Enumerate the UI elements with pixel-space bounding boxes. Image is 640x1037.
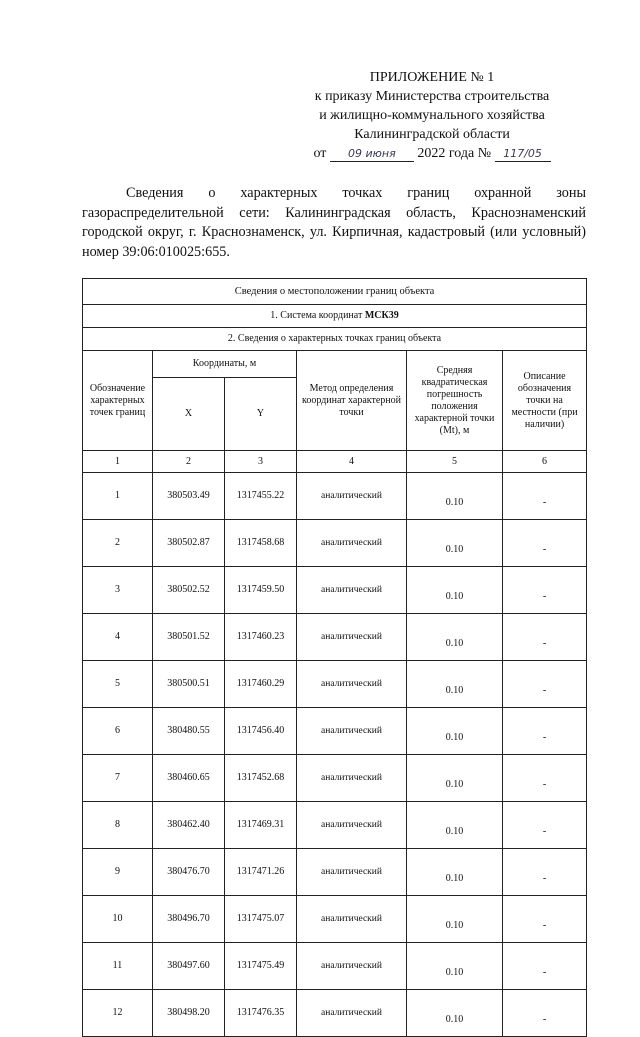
column-number: 4 bbox=[297, 451, 407, 473]
header-mt: Средняя квадратическая погрешность положения характерной точки (Mt), м bbox=[407, 351, 503, 451]
x-coordinate-cell: 380502.52 bbox=[153, 567, 225, 614]
point-number-cell: 7 bbox=[83, 755, 153, 802]
x-coordinate-cell: 380500.51 bbox=[153, 661, 225, 708]
point-number-cell: 4 bbox=[83, 614, 153, 661]
intro-text: Сведения о характерных точках границ охранной зоны газораспределительной сети: Калининградская область, Краснознаменский городской округ, г. Краснознаменск, ул. Кирпичная, кадастровый (или условный) номер 39:06:010025:655. bbox=[82, 185, 586, 260]
mt-cell: 0.10 bbox=[407, 849, 503, 896]
y-coordinate-cell: 1317452.68 bbox=[225, 755, 297, 802]
description-cell: - bbox=[503, 567, 587, 614]
section-2-title: 2. Сведения о характерных точках границ объекта bbox=[83, 328, 587, 351]
coordinate-system-prefix: 1. Система координат bbox=[270, 310, 363, 321]
point-number-cell: 5 bbox=[83, 661, 153, 708]
table-row bbox=[83, 567, 587, 614]
point-number-cell: 2 bbox=[83, 520, 153, 567]
handwritten-order-number: 117/05 bbox=[495, 147, 551, 162]
method-cell: аналитический bbox=[297, 473, 407, 520]
header-y: Y bbox=[225, 378, 297, 451]
y-coordinate-cell: 1317469.31 bbox=[225, 802, 297, 849]
y-coordinate-cell: 1317460.23 bbox=[225, 614, 297, 661]
mt-cell: 0.10 bbox=[407, 755, 503, 802]
description-cell: - bbox=[503, 473, 587, 520]
mt-cell: 0.10 bbox=[407, 708, 503, 755]
table-row bbox=[83, 661, 587, 708]
order-date-line bbox=[296, 144, 568, 163]
column-number: 3 bbox=[225, 451, 297, 473]
method-cell: аналитический bbox=[297, 990, 407, 1037]
point-number-cell: 9 bbox=[83, 849, 153, 896]
y-coordinate-cell: 1317458.68 bbox=[225, 520, 297, 567]
mt-cell: 0.10 bbox=[407, 802, 503, 849]
table-row bbox=[83, 943, 587, 990]
y-coordinate-cell: 1317475.49 bbox=[225, 943, 297, 990]
method-cell: аналитический bbox=[297, 802, 407, 849]
annex-heading bbox=[296, 68, 568, 163]
header-row-1 bbox=[83, 351, 587, 378]
description-cell: - bbox=[503, 990, 587, 1037]
coordinate-system-cell bbox=[83, 305, 587, 328]
x-coordinate-cell: 380480.55 bbox=[153, 708, 225, 755]
description-cell: - bbox=[503, 755, 587, 802]
y-coordinate-cell: 1317475.07 bbox=[225, 896, 297, 943]
method-cell: аналитический bbox=[297, 755, 407, 802]
table-row bbox=[83, 896, 587, 943]
table-row bbox=[83, 708, 587, 755]
description-cell: - bbox=[503, 896, 587, 943]
handwritten-date: 09 июня bbox=[330, 147, 414, 162]
table-row bbox=[83, 990, 587, 1037]
order-line-2: и жилищно-коммунального хозяйства bbox=[319, 108, 545, 123]
y-coordinate-cell: 1317456.40 bbox=[225, 708, 297, 755]
mt-cell: 0.10 bbox=[407, 520, 503, 567]
header-coordinates: Координаты, м bbox=[153, 351, 297, 378]
mt-cell: 0.10 bbox=[407, 614, 503, 661]
mt-cell: 0.10 bbox=[407, 896, 503, 943]
mt-cell: 0.10 bbox=[407, 567, 503, 614]
x-coordinate-cell: 380502.87 bbox=[153, 520, 225, 567]
x-coordinate-cell: 380460.65 bbox=[153, 755, 225, 802]
method-cell: аналитический bbox=[297, 567, 407, 614]
table-row bbox=[83, 520, 587, 567]
date-prefix: от bbox=[313, 146, 327, 161]
intro-paragraph bbox=[82, 184, 586, 262]
header-method: Метод определения координат характерной точки bbox=[297, 351, 407, 451]
table-row bbox=[83, 849, 587, 896]
table-row bbox=[83, 755, 587, 802]
method-cell: аналитический bbox=[297, 943, 407, 990]
x-coordinate-cell: 380501.52 bbox=[153, 614, 225, 661]
method-cell: аналитический bbox=[297, 661, 407, 708]
y-coordinate-cell: 1317460.29 bbox=[225, 661, 297, 708]
x-coordinate-cell: 380503.49 bbox=[153, 473, 225, 520]
method-cell: аналитический bbox=[297, 520, 407, 567]
mt-cell: 0.10 bbox=[407, 943, 503, 990]
point-number-cell: 8 bbox=[83, 802, 153, 849]
description-cell: - bbox=[503, 849, 587, 896]
mt-cell: 0.10 bbox=[407, 990, 503, 1037]
annex-title: ПРИЛОЖЕНИЕ № 1 bbox=[369, 70, 495, 85]
description-cell: - bbox=[503, 943, 587, 990]
description-cell: - bbox=[503, 661, 587, 708]
column-number: 6 bbox=[503, 451, 587, 473]
point-number-cell: 1 bbox=[83, 473, 153, 520]
coordinate-system-row bbox=[83, 305, 587, 328]
point-number-cell: 10 bbox=[83, 896, 153, 943]
column-number: 5 bbox=[407, 451, 503, 473]
table-title-row bbox=[83, 279, 587, 305]
x-coordinate-cell: 380498.20 bbox=[153, 990, 225, 1037]
table-row bbox=[83, 473, 587, 520]
description-cell: - bbox=[503, 520, 587, 567]
x-coordinate-cell: 380497.60 bbox=[153, 943, 225, 990]
order-line-3: Калининградской области bbox=[354, 127, 510, 142]
column-number: 1 bbox=[83, 451, 153, 473]
x-coordinate-cell: 380496.70 bbox=[153, 896, 225, 943]
column-number-row bbox=[83, 451, 587, 473]
table-row bbox=[83, 614, 587, 661]
y-coordinate-cell: 1317471.26 bbox=[225, 849, 297, 896]
coordinate-system-name: МСК39 bbox=[364, 310, 399, 321]
mt-cell: 0.10 bbox=[407, 661, 503, 708]
mt-cell: 0.10 bbox=[407, 473, 503, 520]
y-coordinate-cell: 1317459.50 bbox=[225, 567, 297, 614]
method-cell: аналитический bbox=[297, 614, 407, 661]
table-title: Сведения о местоположении границ объекта bbox=[83, 279, 587, 305]
description-cell: - bbox=[503, 614, 587, 661]
section-2-row bbox=[83, 328, 587, 351]
point-number-cell: 12 bbox=[83, 990, 153, 1037]
order-line-1: к приказу Министерства строительства bbox=[314, 89, 550, 104]
header-point: Обозначение характерных точек границ bbox=[83, 351, 153, 451]
column-number: 2 bbox=[153, 451, 225, 473]
method-cell: аналитический bbox=[297, 708, 407, 755]
description-cell: - bbox=[503, 802, 587, 849]
table-row bbox=[83, 802, 587, 849]
method-cell: аналитический bbox=[297, 849, 407, 896]
point-number-cell: 6 bbox=[83, 708, 153, 755]
boundary-table bbox=[82, 278, 587, 1037]
x-coordinate-cell: 380476.70 bbox=[153, 849, 225, 896]
y-coordinate-cell: 1317476.35 bbox=[225, 990, 297, 1037]
year-text: 2022 года № bbox=[417, 146, 492, 161]
header-description: Описание обозначения точки на местности (при наличии) bbox=[503, 351, 587, 451]
description-cell: - bbox=[503, 708, 587, 755]
header-x: X bbox=[153, 378, 225, 451]
x-coordinate-cell: 380462.40 bbox=[153, 802, 225, 849]
method-cell: аналитический bbox=[297, 896, 407, 943]
point-number-cell: 11 bbox=[83, 943, 153, 990]
y-coordinate-cell: 1317455.22 bbox=[225, 473, 297, 520]
point-number-cell: 3 bbox=[83, 567, 153, 614]
